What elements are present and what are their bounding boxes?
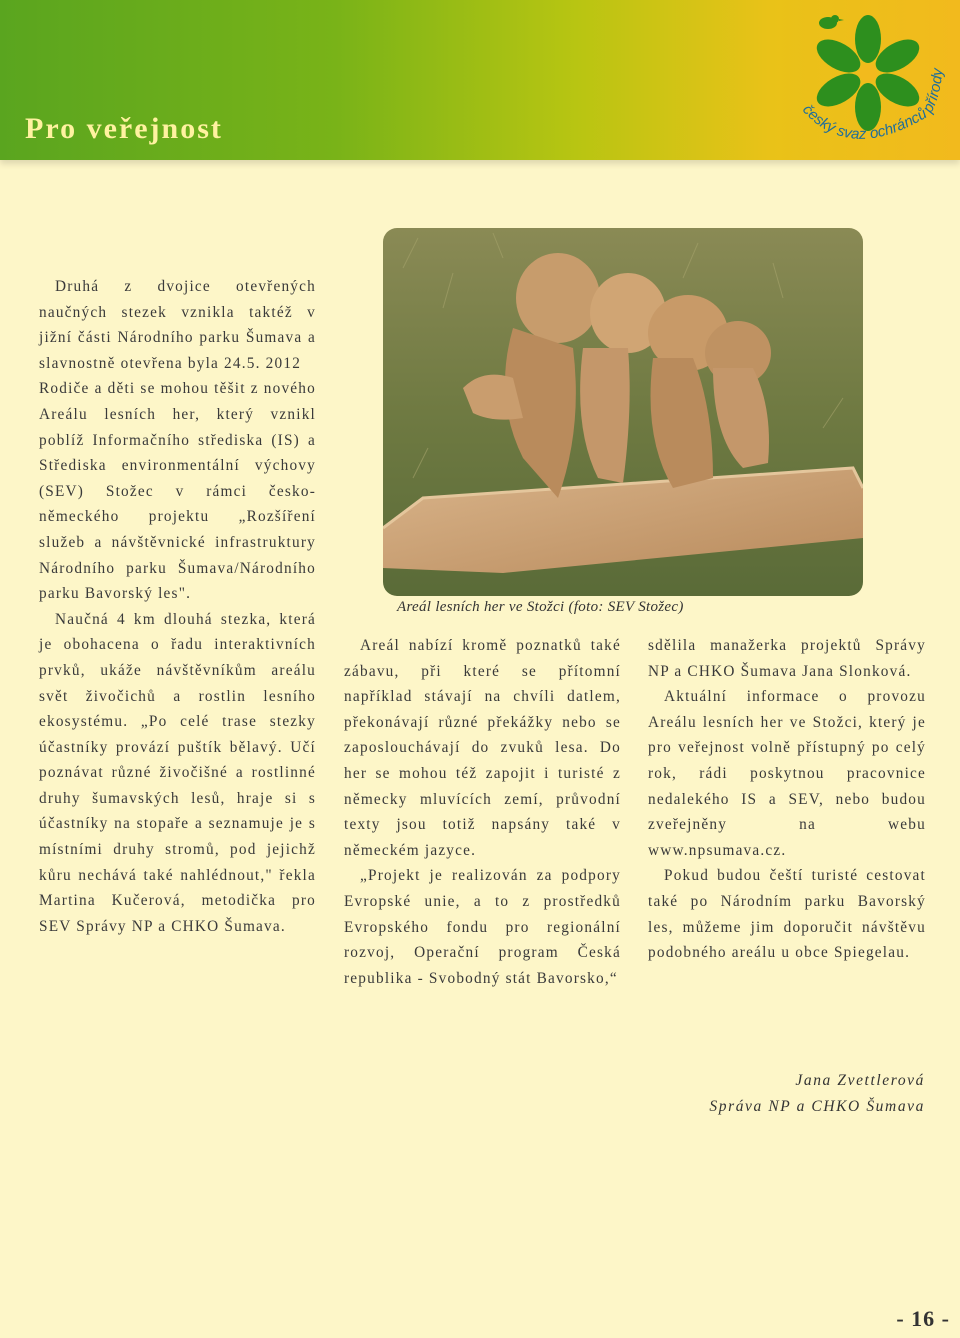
logo-text: český svaz ochránců přírody: [799, 67, 947, 143]
article-column-1: [39, 274, 316, 939]
page-header: [0, 0, 960, 160]
author-signature: [600, 1068, 925, 1120]
paragraph: Aktuální informace o provozu Areálu lesních her ve Stožci, který je pro veřejnost volně přístupný po celý rok, rádi poskytnou pracovnice nedalekého IS a SEV, nebo budou zveřejněny na webu www.npsumava.cz.: [648, 688, 926, 859]
author-name: Jana Zvettlerová: [795, 1072, 925, 1089]
paragraph: Rodiče a děti se mohou těšit z nového Areálu lesních her, který vznikl poblíž Informačního střediska (IS) a Střediska environmentální výchovy (SEV) Stožec v rámci česko-německého projektu „Rozšíření služeb a návštěvnické infrastruktury Národního parku Šumava/Národního parku Bavorský les".: [39, 380, 316, 603]
article-column-3: [648, 633, 926, 966]
page-number: - 16 -: [896, 1306, 950, 1331]
author-organization: Správa NP a CHKO Šumava: [709, 1098, 925, 1115]
paragraph: Pokud budou čeští turisté cestovat také po Národním parku Bavorský les, můžeme jim doporučit návštěvu podobného areálu u obce Spiegelau.: [648, 867, 926, 962]
paragraph: Areál nabízí kromě poznatků také zábavu, při které se přítomní například stávají na chvíli datlem, překonávají různé překážky nebo se zaposlouchávají do zvuků lesa. Do her se mohou též zapojit i turisté z německy mluvících zemí, průvodní texty jsou totiž napsány také v německém jazyce.: [344, 637, 621, 859]
photo-caption: Areál lesních her ve Stožci (foto: SEV Stožec): [397, 599, 684, 615]
article-column-2: [344, 633, 621, 991]
paragraph: Naučná 4 km dlouhá stezka, která je obohacena o řadu interaktivních prvků, ukáže návštěvníkům areálu svět živočichů a rostlin lesního ekosystému. „Po celé trase stezky účastníky provází puštík bělavý. Učí poznávat různé živočišné a rostlinné druhy šumavských lesů, hraje si s účastníky na stopaře a seznamuje je s místními druhy stromů, pod jejichž kůru nechává také nahlédnout," řekla Martina Kučerová, metodička pro SEV Správy NP a CHKO Šumava.: [39, 610, 316, 935]
paragraph: Druhá z dvojice otevřených naučných stezek vznikla taktéž v jižní části Národního parku Šumava a slavnostně otevřena byla 24.5. 2012: [39, 278, 316, 372]
paragraph: sdělila manažerka projektů Správy NP a CHKO Šumava Jana Slonková.: [648, 637, 926, 680]
article-photo: [383, 228, 863, 596]
bird-icon: [819, 15, 844, 29]
section-title: Pro veřejnost: [25, 112, 223, 145]
wooden-sculpture-image: [383, 228, 863, 596]
csop-logo: [780, 5, 955, 155]
paragraph: „Projekt je realizován za podpory Evropské unie, a to z prostředků Evropského fondu pro regionální rozvoj, Operační program Česká republika - Svobodný stát Bavorsko,“: [344, 867, 621, 987]
